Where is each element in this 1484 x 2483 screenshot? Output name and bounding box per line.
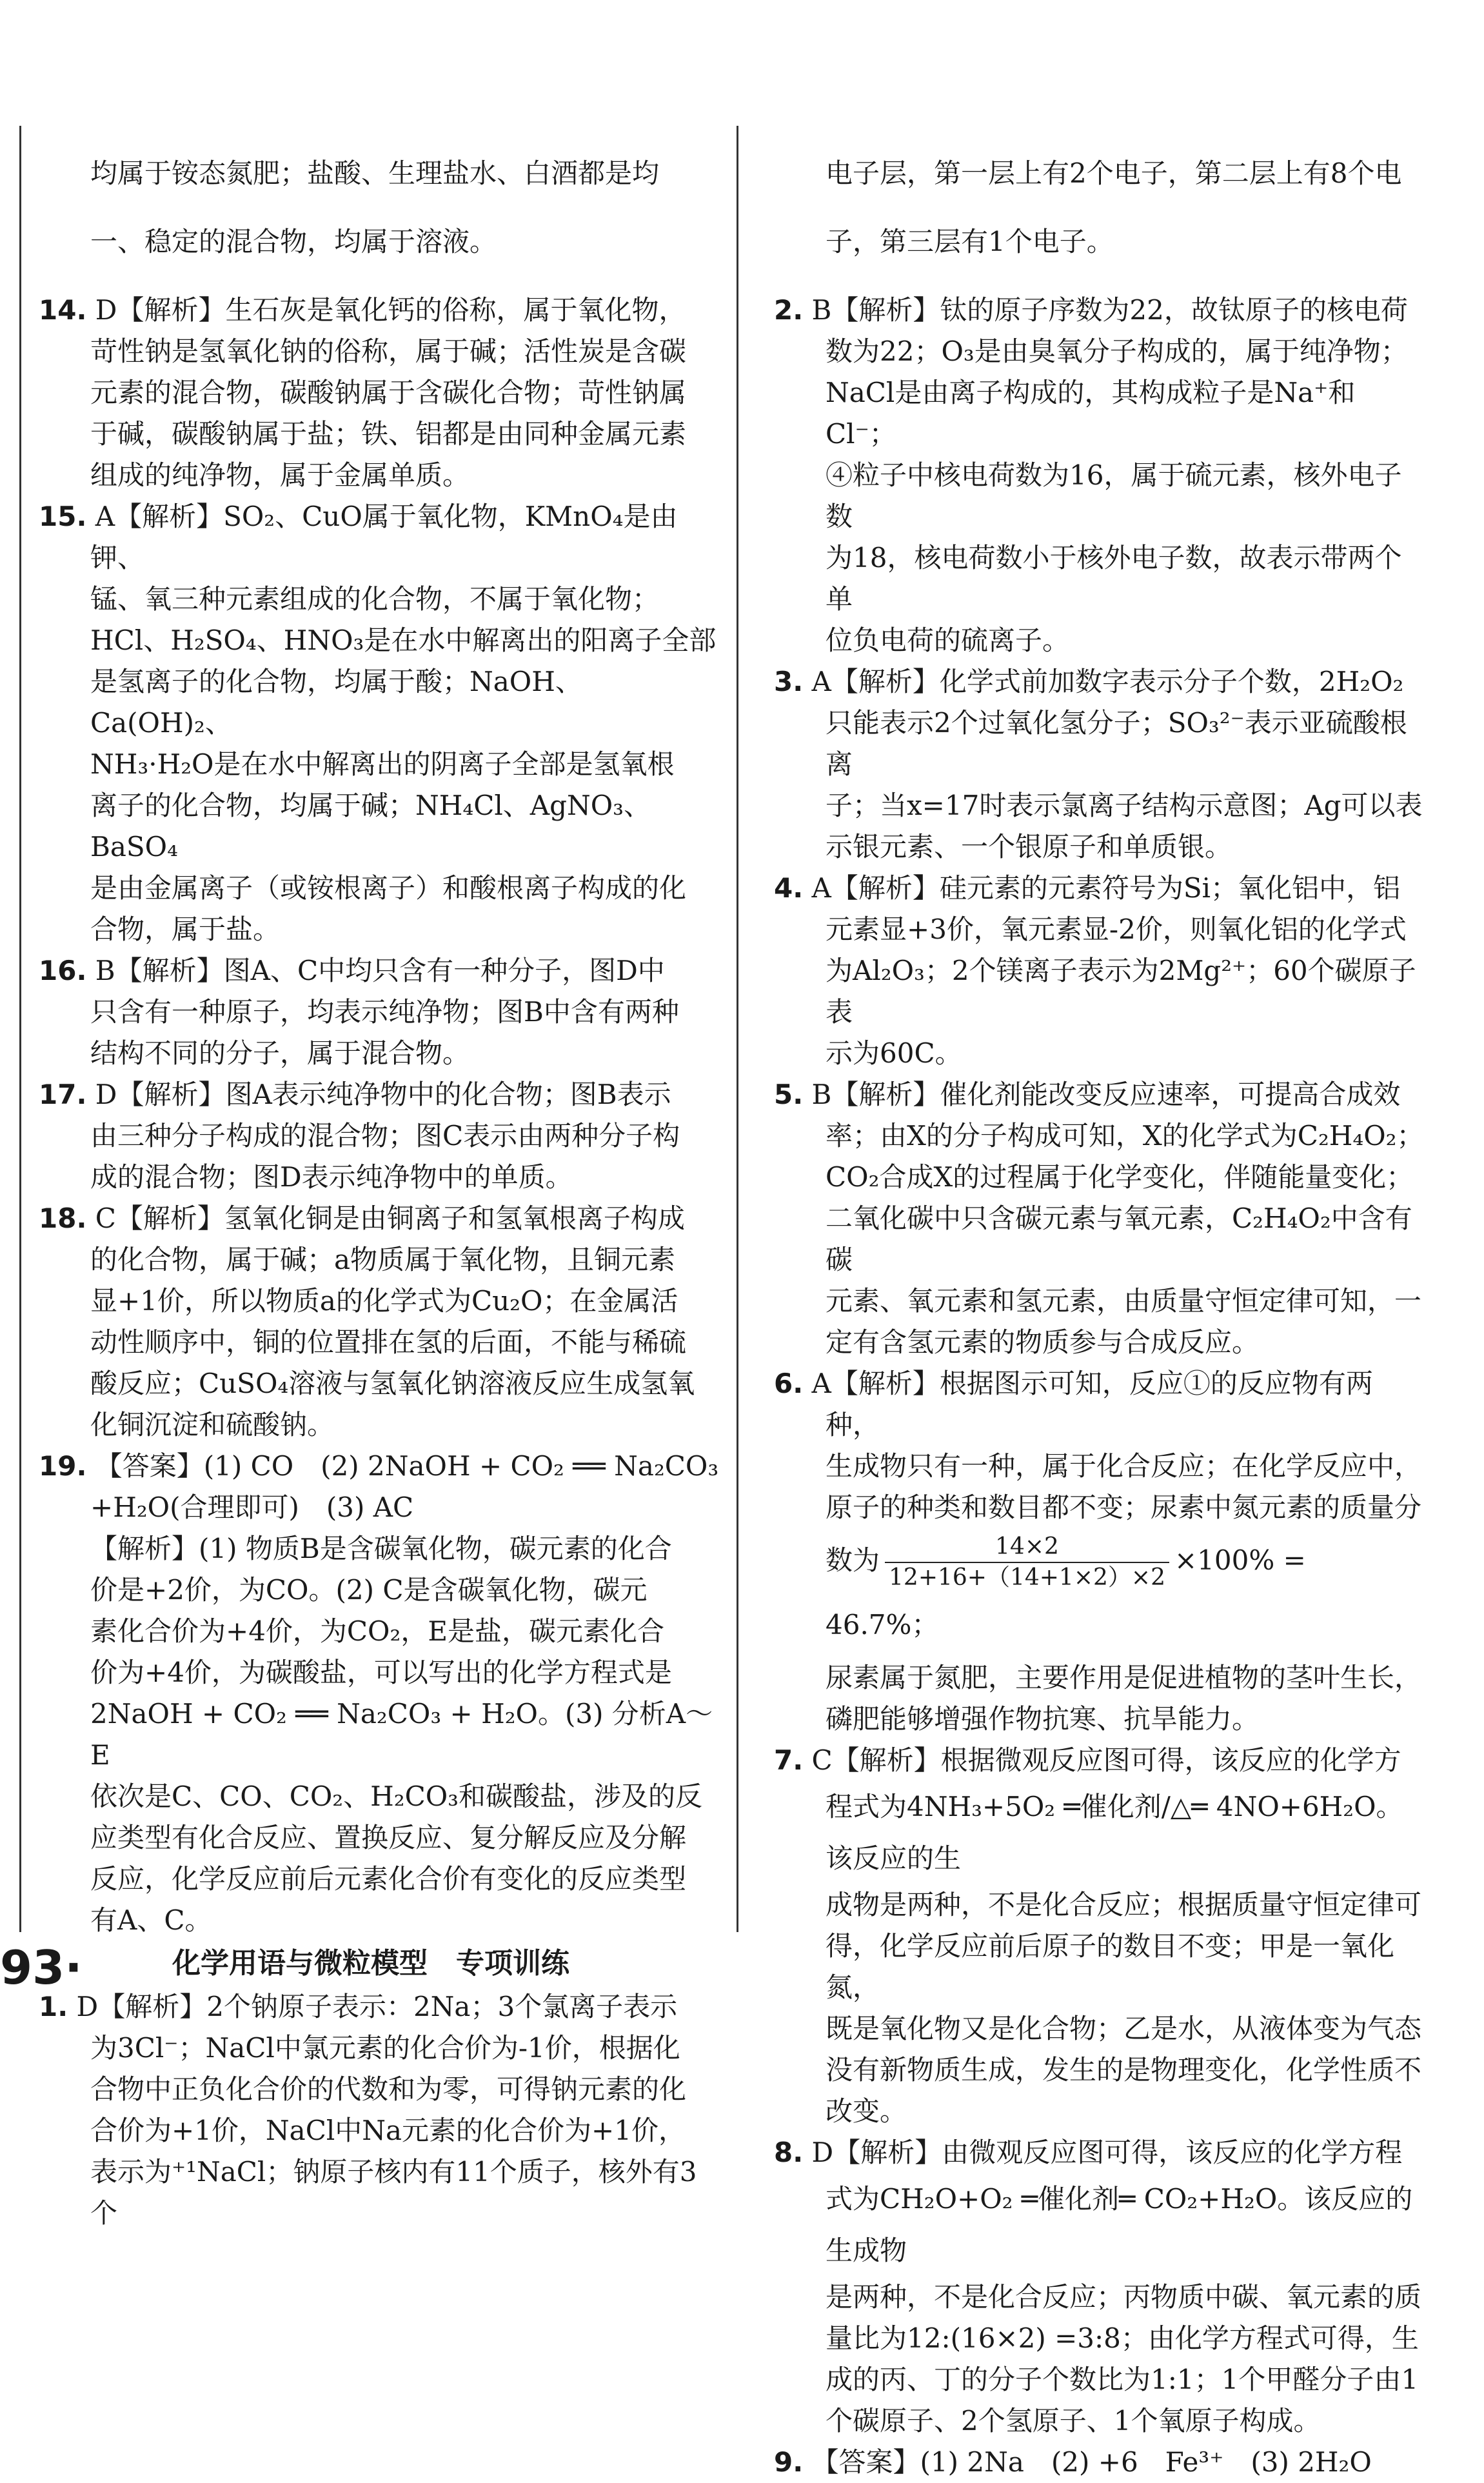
text-line: 元素显+3价，氧元素显-2价，则氧化铝的化学式 — [826, 913, 1407, 945]
text-line: 原子的种类和数目都不变；尿素中氮元素的质量分 — [826, 1491, 1422, 1523]
text-line: 生成物只有一种，属于化合反应；在化学反应中， — [826, 1450, 1422, 1482]
text-line: 元素、氧元素和氢元素，由质量守恒定律可知，一 — [826, 1285, 1422, 1317]
text-line: 二氧化碳中只含碳元素与氧元素，C₂H₄O₂中含有碳 — [826, 1202, 1412, 1275]
item-number: 5. — [774, 1079, 804, 1110]
equation-line: 式为CH₂O+O₂ ═催化剂═ CO₂+H₂O。该反应的生成物 — [826, 2183, 1413, 2266]
text-line: 【答案】(1) CO (2) 2NaOH + CO₂ ══ Na₂CO₃ — [95, 1450, 719, 1482]
text-line: 依次是C、CO、CO₂、H₂CO₃和碳酸盐，涉及的反 — [90, 1780, 702, 1812]
text-line: B【解析】钛的原子序数为22，故钛原子的核电荷 — [811, 294, 1408, 326]
text-line: 定有含氢元素的物质参与合成反应。 — [826, 1326, 1260, 1358]
text-line: 由三种分子构成的混合物；图C表示由两种分子构 — [90, 1120, 680, 1152]
text-line: C【解析】根据微观反应图可得，该反应的化学方 — [811, 1744, 1401, 1776]
item-number: 19. — [39, 1450, 87, 1482]
text-line: 酸反应；CuSO₄溶液与氢氧化钠溶液反应生成氢氧 — [90, 1368, 695, 1399]
text-line: 合物中正负化合价的代数和为零，可得钠元素的化 — [90, 2073, 687, 2105]
text-line: NH₃·H₂O是在水中解离出的阴离子全部是氢氧根 — [90, 748, 675, 780]
text-line: B【解析】图A、C中均只含有一种分子，图D中 — [95, 955, 665, 986]
item-number: 17. — [39, 1079, 87, 1110]
answer-item-5 — [755, 1074, 1425, 1363]
text-line: 示银元素、一个银原子和单质银。 — [826, 831, 1232, 863]
left-intro — [19, 153, 722, 263]
text-line: 成物是两种，不是化合反应；根据质量守恒定律可 — [826, 1889, 1422, 1920]
answer-item-17 — [19, 1074, 722, 1198]
text-line: A【解析】硅元素的元素符号为Si；氧化铝中，铝 — [811, 872, 1401, 904]
text-line: 价为+4价，为碳酸盐，可以写出的化学方程式是 — [90, 1657, 672, 1688]
item-number: 18. — [39, 1202, 87, 1234]
text-line: 成的丙、丁的分子个数比为1:1；1个甲醛分子由1 — [826, 2364, 1419, 2395]
text-line: 示为60C。 — [826, 1037, 962, 1069]
answer-item-2 — [755, 290, 1425, 661]
text-line: 表示为⁺¹NaCl；钠原子核内有11个质子，核外有3个 — [90, 2156, 697, 2229]
item-number: 16. — [39, 955, 87, 986]
answer-item-3 — [755, 661, 1425, 868]
text-line: C【解析】氢氧化铜是由铜离子和氢氧根离子构成 — [95, 1202, 685, 1234]
text-line: 一、稳定的混合物，均属于溶液。 — [90, 226, 497, 257]
mass-fraction — [885, 1532, 1169, 1593]
text-fragment: ×100% = 46.7%； — [826, 1544, 1306, 1640]
text-line: 是两种，不是化合反应；丙物质中碳、氧元素的质 — [826, 2281, 1422, 2313]
text-line: A【解析】根据图示可知，反应①的反应物有两种， — [811, 1368, 1373, 1441]
text-line: 个碳原子、2个氢原子、1个氧原子构成。 — [826, 2405, 1321, 2437]
text-line: 苛性钠是氢氧化钠的俗称，属于碱；活性炭是含碳 — [90, 335, 687, 367]
text-line: HCl、H₂SO₄、HNO₃是在水中解离出的阳离子全部 — [90, 624, 717, 656]
column-divider — [737, 126, 738, 1932]
text-line: 数为22；O₃是由臭氧分子构成的，属于纯净物； — [826, 335, 1408, 367]
answer-item-19 — [19, 1446, 722, 1941]
text-line: 结构不同的分子，属于混合物。 — [90, 1037, 470, 1069]
text-line: 为18，核电荷数小于核外电子数，故表示带两个单 — [826, 542, 1402, 615]
text-line: A【解析】SO₂、CuO属于氧化物，KMnO₄是由钾、 — [90, 501, 678, 573]
text-line: D【解析】2个钠原子表示：2Na；3个氯离子表示 — [76, 1991, 678, 2022]
text-line: 子，第三层有1个电子。 — [826, 226, 1114, 257]
right-intro — [755, 153, 1425, 263]
text-line: 没有新物质生成，发生的是物理变化，化学性质不 — [826, 2054, 1422, 2086]
text-line: 【答案】(1) 2Na (2) +6 Fe³⁺ (3) 2H₂O — [811, 2446, 1372, 2478]
text-line: ④粒子中核电荷数为16，属于硫元素，核外电子数 — [826, 459, 1402, 532]
text-line: 成的混合物；图D表示纯净物中的单质。 — [90, 1161, 573, 1193]
text-line: 均属于铵态氮肥；盐酸、生理盐水、白酒都是均 — [90, 157, 660, 189]
answer-item-9 — [755, 2442, 1425, 2483]
item-number: 6. — [774, 1368, 804, 1399]
item-number: 4. — [774, 872, 804, 904]
left-column — [19, 126, 722, 2234]
text-line: 化铜沉淀和硫酸钠。 — [90, 1409, 335, 1441]
text-line: 只含有一种原子，均表示纯净物；图B中含有两种 — [90, 996, 679, 1028]
text-line: 磷肥能够增强作物抗寒、抗旱能力。 — [826, 1703, 1260, 1735]
text-line: 为Al₂O₃；2个镁离子表示为2Mg²⁺；60个碳原子表 — [826, 955, 1416, 1028]
text-line: 电子层，第一层上有2个电子，第二层上有8个电 — [826, 157, 1402, 189]
text-line: 位负电荷的硫离子。 — [826, 624, 1070, 656]
text-line: 是由金属离子（或铵根离子）和酸根离子构成的化 — [90, 872, 687, 904]
text-line: 得，化学反应前后原子的数目不变；甲是一氧化氮， — [826, 1930, 1395, 2003]
text-line: 量比为12:(16×2) =3:8；由化学方程式可得，生 — [826, 2322, 1419, 2354]
item-number: 8. — [774, 2137, 804, 2168]
text-line: D【解析】生石灰是氧化钙的俗称，属于氧化物， — [95, 294, 686, 326]
text-line: 既是氧化物又是化合物；乙是水，从液体变为气态 — [826, 2013, 1422, 2044]
text-line: 的化合物，属于碱；a物质属于氧化物，且铜元素 — [90, 1244, 676, 1275]
text-line: 率；由X的分子构成可知，X的化学式为C₂H₄O₂； — [826, 1120, 1424, 1152]
answer-item-15 — [19, 496, 722, 950]
text-line: NaCl是由离子构成的，其构成粒子是Na⁺和Cl⁻； — [826, 377, 1356, 450]
text-line: A【解析】化学式前加数字表示分子个数，2H₂O₂ — [811, 666, 1404, 697]
text-line: 显+1价，所以物质a的化学式为Cu₂O；在金属活 — [90, 1285, 678, 1317]
text-line: 为3Cl⁻；NaCl中氯元素的化合价为-1价，根据化 — [90, 2032, 680, 2064]
text-line: 有A、C。 — [90, 1904, 212, 1936]
item-number: 9. — [774, 2446, 804, 2478]
text-line: 价是+2价，为CO。(2) C是含碳氧化物，碳元 — [90, 1574, 648, 1606]
text-line: 2NaOH + CO₂ ══ Na₂CO₃ + H₂O。(3) 分析A～E — [90, 1698, 713, 1771]
answer-item-18 — [19, 1198, 722, 1446]
right-column — [755, 126, 1425, 2483]
text-line: 改变。 — [826, 2095, 907, 2127]
text-line: D【解析】由微观反应图可得，该反应的化学方程 — [811, 2137, 1403, 2168]
text-line: 元素的混合物，碳酸钠属于含碳化合物；苛性钠属 — [90, 377, 687, 408]
text-line: 【解析】(1) 物质B是含碳氧化物，碳元素的化合 — [90, 1533, 672, 1564]
item-number: 3. — [774, 666, 804, 697]
text-line: 素化合价为+4价，为CO₂，E是盐，碳元素化合 — [90, 1615, 664, 1647]
fraction-denominator: 12+16+（14+1×2）×2 — [889, 1564, 1165, 1591]
answer-item-4 — [755, 868, 1425, 1074]
text-line: 应类型有化合反应、置换反应、复分解反应及分解 — [90, 1822, 687, 1853]
text-line: 动性顺序中，铜的位置排在氢的后面，不能与稀硫 — [90, 1326, 687, 1358]
item-number: 7. — [774, 1744, 804, 1776]
answer-item-14 — [19, 290, 722, 496]
answer-item-16 — [19, 950, 722, 1074]
page-number: 93· — [0, 1940, 83, 1995]
section-title: 化学用语与微粒模型 专项训练 — [172, 1947, 569, 1980]
text-line: B【解析】催化剂能改变反应速率，可提高合成效 — [811, 1079, 1401, 1110]
text-line: 反应，化学反应前后元素化合价有变化的反应类型 — [90, 1863, 687, 1895]
text-line: 只能表示2个过氧化氢分子；SO₃²⁻表示亚硫酸根离 — [826, 707, 1407, 780]
text-line: D【解析】图A表示纯净物中的化合物；图B表示 — [95, 1079, 671, 1110]
fraction-numerator: 14×2 — [885, 1532, 1169, 1563]
answer-item-8 — [755, 2132, 1425, 2442]
text-line: 子；当x=17时表示氯离子结构示意图；Ag可以表 — [826, 790, 1423, 821]
text-fragment: 数为 — [826, 1544, 880, 1576]
text-line: 尿素属于氮肥，主要作用是促进植物的茎叶生长， — [826, 1662, 1422, 1693]
text-line: 锰、氧三种元素组成的化合物，不属于氧化物； — [90, 583, 660, 615]
equation-line: 程式为4NH₃+5O₂ ═催化剂/△═ 4NO+6H₂O。该反应的生 — [826, 1791, 1403, 1874]
text-line: 于碱，碳酸钠属于盐；铁、铝都是由同种金属元素 — [90, 418, 687, 450]
item-number: 2. — [774, 294, 804, 326]
answer-item-6 — [755, 1363, 1425, 1740]
text-line: 是氢离子的化合物，均属于酸；NaOH、Ca(OH)₂、 — [90, 666, 582, 739]
item-number: 14. — [39, 294, 87, 326]
text-line: 合价为+1价，NaCl中Na元素的化合价为+1价， — [90, 2115, 686, 2146]
answer-item-1 — [19, 1986, 722, 2234]
fraction-line — [826, 1528, 1425, 1657]
answer-item-7 — [755, 1740, 1425, 2132]
text-line: 合物，属于盐。 — [90, 913, 281, 945]
text-line: 组成的纯净物，属于金属单质。 — [90, 459, 470, 491]
item-number: 15. — [39, 501, 87, 532]
item-number: 1. — [39, 1991, 68, 2022]
text-line: CO₂合成X的过程属于化学变化，伴随能量变化； — [826, 1161, 1414, 1193]
text-line: +H₂O(合理即可) (3) AC — [90, 1491, 414, 1523]
text-line: 离子的化合物，均属于碱；NH₄Cl、AgNO₃、BaSO₄ — [90, 790, 651, 863]
